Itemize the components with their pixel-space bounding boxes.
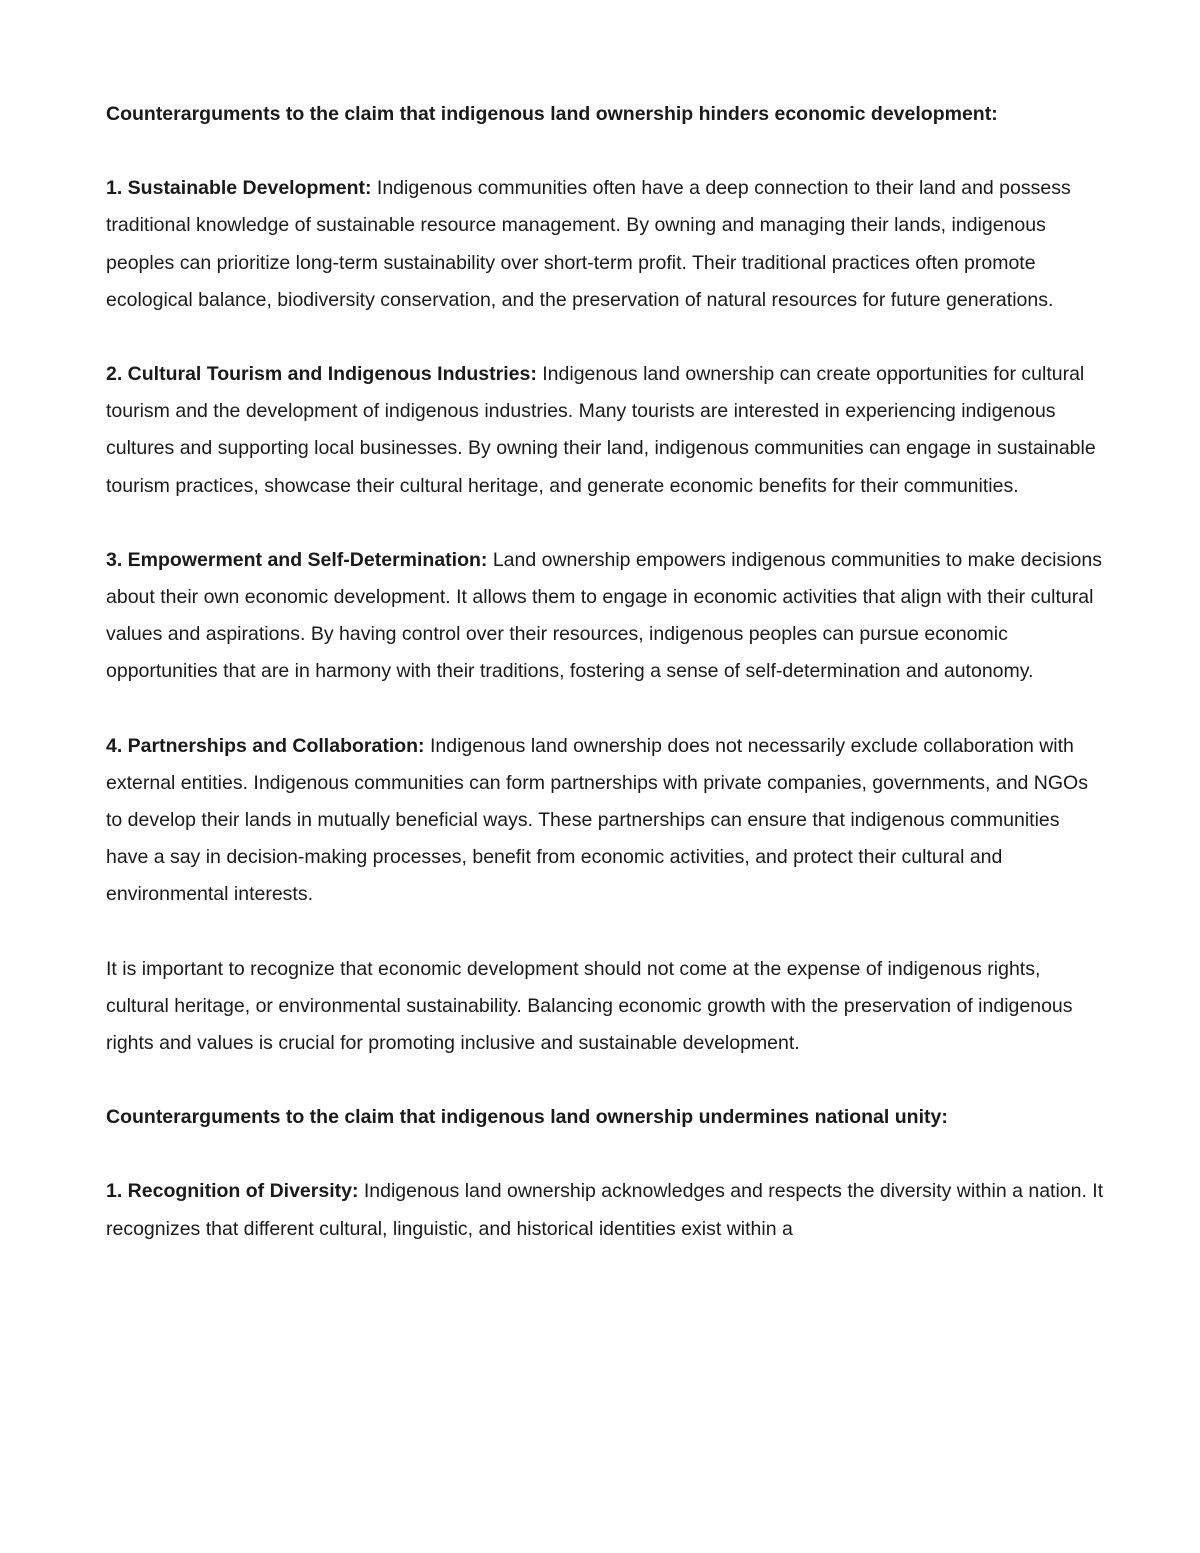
section-1-item-1 (106, 170, 1106, 319)
section-1-heading: Counterarguments to the claim that indigenous land ownership hinders economic development: (106, 103, 998, 125)
section-1-item-2 (106, 356, 1106, 505)
section-1-conclusion: It is important to recognize that economic development should not come at the expense of indigenous rights, cultural heritage, or environmental sustainability. Balancing economic growth with the preservation of indigenous rights and values is crucial for promoting inclusive and sustainable development. (106, 957, 1073, 1055)
item-text: Indigenous land ownership does not necessarily exclude collaboration with external entities. Indigenous communities can form partnerships with private companies, governments, and NGOs to develop their lands in mutually beneficial ways. These partnerships can ensure that indigenous communities have a say in decision-making processes, benefit from economic activities, and protect their cultural and environmental interests. (106, 734, 1088, 906)
section-2-item-1 (106, 1173, 1106, 1247)
document-page (106, 96, 1106, 1285)
section-1-item-3 (106, 542, 1106, 691)
item-lead: 4. Partnerships and Collaboration: (106, 734, 425, 757)
item-lead: 1. Recognition of Diversity: (106, 1180, 359, 1203)
item-lead: 1. Sustainable Development: (106, 177, 372, 200)
item-lead: 2. Cultural Tourism and Indigenous Industries: (106, 363, 537, 386)
item-text: Indigenous communities often have a deep connection to their land and possess traditional knowledge of sustainable resource management. By owning and managing their lands, indigenous peoples can prioritize long-term sustainability over short-term profit. Their traditional practices often promote ecological balance, biodiversity conservation, and the preservation of natural resources for future generations. (106, 177, 1071, 311)
item-text: Indigenous land ownership acknowledges and respects the diversity within a nation. It recognizes that different cultural, linguistic, and historical identities exist within a (106, 1180, 1104, 1240)
item-text: Indigenous land ownership can create opportunities for cultural tourism and the development of indigenous industries. Many tourists are interested in experiencing indigenous cultures and supporting local businesses. By owning their land, indigenous communities can engage in sustainable tourism practices, showcase their cultural heritage, and generate economic benefits for their communities. (106, 363, 1096, 497)
section-1-item-4 (106, 728, 1106, 914)
section-2-heading: Counterarguments to the claim that indigenous land ownership undermines national unity: (106, 1106, 948, 1129)
item-lead: 3. Empowerment and Self-Determination: (106, 548, 488, 571)
item-text: Land ownership empowers indigenous communities to make decisions about their own economic development. It allows them to engage in economic activities that align with their cultural values and aspirations. By having control over their resources, indigenous peoples can pursue economic opportunities that are in harmony with their traditions, fostering a sense of self-determination and autonomy. (106, 548, 1102, 683)
